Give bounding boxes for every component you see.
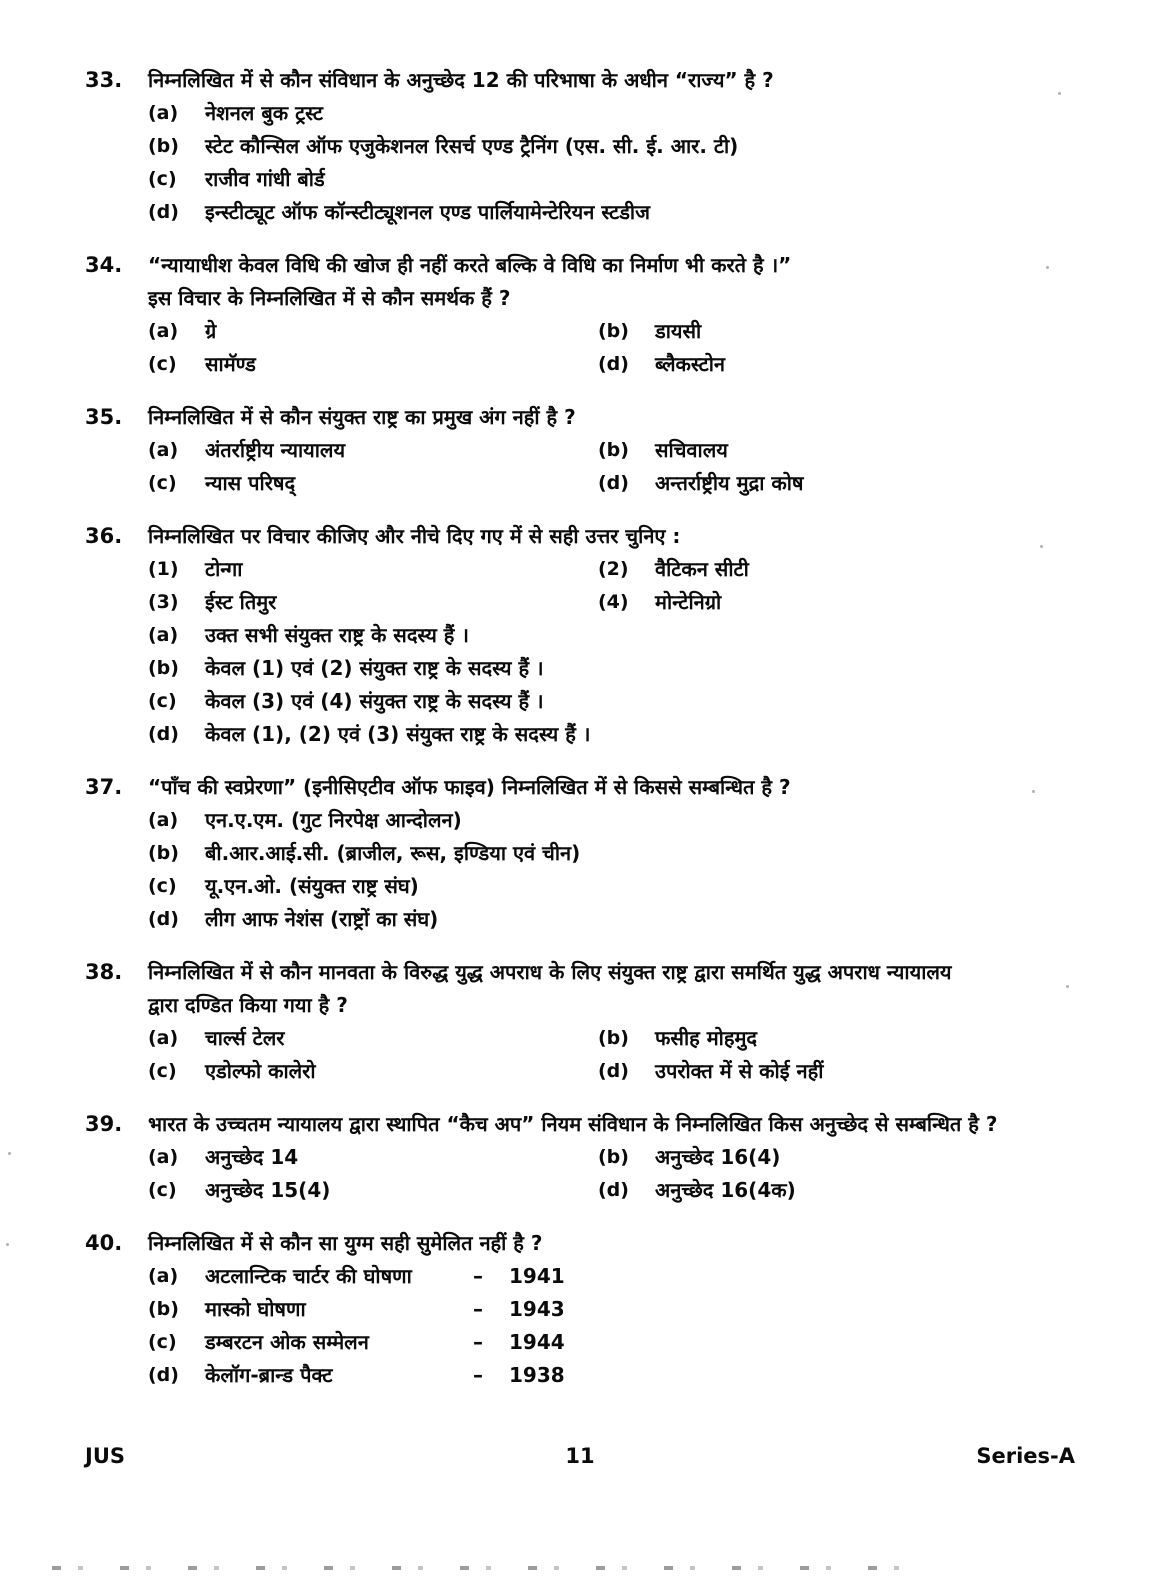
question-number: 39.: [85, 1112, 123, 1136]
scan-speck: [1058, 92, 1061, 95]
option-text: एन.ए.एम. (गुट निरपेक्ष आन्दोलन): [205, 808, 462, 832]
option-a: [148, 434, 598, 467]
question-number: 40.: [85, 1231, 123, 1255]
option-c: [148, 348, 598, 381]
option-c: [148, 1055, 598, 1088]
option-year: 1938: [509, 1363, 565, 1387]
option-label: (b): [148, 135, 179, 157]
questions-block: [85, 64, 1095, 1412]
option-a: [148, 315, 598, 348]
option-b: [148, 837, 1095, 870]
option-a: [148, 619, 1095, 652]
option-label: (d): [598, 472, 629, 494]
option-label: (b): [148, 1298, 179, 1320]
option-label: (a): [148, 1265, 179, 1287]
scan-speck: [8, 1152, 11, 1155]
question-39: [85, 1108, 1095, 1207]
option-text: केवल (1), (2) एवं (3) संयुक्त राष्ट्र के सदस्य हैं ।: [205, 722, 591, 746]
option-text: ग्रे: [205, 319, 217, 343]
option-b: [598, 315, 1095, 348]
item-text: मोन्टेनिग्रो: [655, 590, 722, 614]
option-text: केलॉग-ब्रान्ड पैक्ट: [205, 1363, 333, 1387]
option-text: नेशनल बुक ट्रस्ट: [205, 101, 324, 125]
item-4: [598, 586, 1095, 619]
item-2: [598, 553, 1095, 586]
option-label: (d): [148, 723, 179, 745]
option-text: ब्लैकस्टोन: [655, 352, 725, 376]
option-d: [598, 467, 1095, 500]
option-label: (c): [148, 472, 177, 494]
option-a: [148, 804, 1095, 837]
option-text: डायसी: [655, 319, 702, 343]
scan-speck: [1032, 790, 1035, 793]
option-label: (c): [148, 875, 177, 897]
option-label: (c): [148, 1331, 177, 1353]
option-a: [148, 1141, 598, 1174]
option-text: केवल (1) एवं (2) संयुक्त राष्ट्र के सदस्य हैं ।: [205, 656, 544, 680]
question-35: [85, 401, 1095, 500]
question-body: [148, 956, 1095, 1088]
option-d: [598, 348, 1095, 381]
option-d: [148, 196, 1095, 229]
option-a: [148, 97, 1095, 130]
question-body: [148, 1108, 1095, 1207]
scan-speck: [1066, 985, 1069, 988]
option-c: [148, 467, 598, 500]
option-label: (d): [598, 353, 629, 375]
option-text: मास्को घोषणा: [205, 1297, 306, 1321]
option-b: [598, 1141, 1095, 1174]
option-text: अटलान्टिक चार्टर की घोषणा: [205, 1264, 412, 1288]
option-label: (a): [148, 439, 179, 461]
option-text: न्यास परिषद्: [205, 471, 296, 495]
option-text: अनुच्छेद 16(4क): [655, 1178, 796, 1202]
option-a: [148, 1260, 1095, 1293]
option-label: (b): [598, 320, 629, 342]
option-label: (b): [598, 1027, 629, 1049]
option-year: 1943: [509, 1297, 565, 1321]
question-36: [85, 520, 1095, 751]
item-1: [148, 553, 598, 586]
option-label: (a): [148, 1027, 179, 1049]
option-label: (d): [598, 1060, 629, 1082]
option-row: [148, 348, 1095, 381]
option-text: अन्तर्राष्ट्रीय मुद्रा कोष: [655, 471, 804, 495]
option-text: एडोल्फो कालेरो: [205, 1059, 316, 1083]
option-row: [148, 434, 1095, 467]
item-row: [148, 553, 1095, 586]
option-b: [148, 130, 1095, 163]
option-text: उक्त सभी संयुक्त राष्ट्र के सदस्य हैं ।: [205, 623, 469, 647]
option-row: [148, 1055, 1095, 1088]
question-number: 33.: [85, 68, 123, 92]
question-33: [85, 64, 1095, 229]
option-b: [148, 652, 1095, 685]
option-label: (d): [148, 908, 179, 930]
option-c: [148, 163, 1095, 196]
booklet-code: JUS: [85, 1444, 125, 1468]
option-label: (b): [148, 842, 179, 864]
option-a: [148, 1022, 598, 1055]
option-label: (a): [148, 1146, 179, 1168]
question-38: [85, 956, 1095, 1088]
question-text: निम्नलिखित में से कौन मानवता के विरुद्ध युद्ध अपराध के लिए संयुक्त राष्ट्र द्वारा समर्थित युद्ध अपराध न्यायालय: [148, 960, 952, 984]
option-c: [148, 870, 1095, 903]
option-row: [148, 1141, 1095, 1174]
option-year: 1941: [509, 1264, 565, 1288]
option-label: (b): [598, 1146, 629, 1168]
item-label: (4): [598, 591, 629, 613]
option-row: [148, 315, 1095, 348]
dash-separator: –: [473, 1264, 483, 1288]
option-label: (d): [148, 1364, 179, 1386]
question-number: 37.: [85, 775, 123, 799]
item-row: [148, 586, 1095, 619]
question-number: 36.: [85, 524, 123, 548]
question-34: [85, 249, 1095, 381]
question-body: [148, 249, 1095, 381]
option-label: (b): [598, 439, 629, 461]
option-text: सचिवालय: [655, 438, 728, 462]
scan-speck: [1040, 545, 1043, 548]
item-text: वैटिकन सीटी: [655, 557, 749, 581]
option-label: (c): [148, 168, 177, 190]
option-label: (c): [148, 353, 177, 375]
option-d: [598, 1055, 1095, 1088]
option-text: अनुच्छेद 16(4): [655, 1145, 781, 1169]
option-d: [148, 1359, 1095, 1392]
series-label: Series-A: [976, 1444, 1075, 1468]
option-label: (d): [148, 201, 179, 223]
question-37: [85, 771, 1095, 936]
scan-speck: [1046, 266, 1049, 269]
question-text: भारत के उच्चतम न्यायालय द्वारा स्थापित “कैच अप” नियम संविधान के निम्नलिखित किस अनुच्छेद से सम्बन्धित है ?: [148, 1112, 998, 1136]
item-label: (1): [148, 558, 179, 580]
option-text: केवल (3) एवं (4) संयुक्त राष्ट्र के सदस्य हैं ।: [205, 689, 544, 713]
item-text: ईस्ट तिमुर: [205, 590, 277, 614]
question-body: [148, 401, 1095, 500]
option-text: फसीह मोहमुद: [655, 1026, 758, 1050]
option-text: डम्बरटन ओक सम्मेलन: [205, 1330, 369, 1354]
question-number: 34.: [85, 253, 123, 277]
option-text: चार्ल्स टेलर: [205, 1026, 285, 1050]
option-label: (a): [148, 102, 179, 124]
question-text: इस विचार के निम्नलिखित में से कौन समर्थक हैं ?: [148, 286, 511, 310]
question-body: [148, 520, 1095, 751]
dash-separator: –: [473, 1297, 483, 1321]
question-text: “न्यायाधीश केवल विधि की खोज ही नहीं करते बल्कि वे विधि का निर्माण भी करते है ।”: [148, 253, 792, 277]
item-3: [148, 586, 598, 619]
question-40: [85, 1227, 1095, 1392]
page-number: 11: [565, 1444, 595, 1468]
question-text: निम्नलिखित पर विचार कीजिए और नीचे दिए गए में से सही उत्तर चुनिए :: [148, 524, 681, 548]
option-b: [598, 1022, 1095, 1055]
question-text: “पाँच की स्वप्रेरणा” (इनीसिएटीव ऑफ फाइव) निम्नलिखित में से किससे सम्बन्धित है ?: [148, 775, 791, 799]
option-text: उपरोक्त में से कोई नहीं: [655, 1059, 824, 1083]
option-c: [148, 1326, 1095, 1359]
option-b: [598, 434, 1095, 467]
option-label: (c): [148, 1060, 177, 1082]
scan-speck: [6, 1243, 9, 1246]
dash-separator: –: [473, 1363, 483, 1387]
option-label: (c): [148, 690, 177, 712]
scan-artifact-line: [52, 1566, 932, 1570]
option-text: बी.आर.आई.सी. (ब्राजील, रूस, इण्डिया एवं चीन): [205, 841, 581, 865]
option-label: (c): [148, 1179, 177, 1201]
question-body: [148, 64, 1095, 229]
option-text: अनुच्छेद 14: [205, 1145, 299, 1169]
option-text: अनुच्छेद 15(4): [205, 1178, 331, 1202]
dash-separator: –: [473, 1330, 483, 1354]
option-text: यू.एन.ओ. (संयुक्त राष्ट्र संघ): [205, 874, 419, 898]
option-c: [148, 685, 1095, 718]
item-label: (3): [148, 591, 179, 613]
question-text: निम्नलिखित में से कौन सा युग्म सही सुमेलित नहीं है ?: [148, 1231, 543, 1255]
option-year: 1944: [509, 1330, 565, 1354]
question-number: 35.: [85, 405, 123, 429]
option-label: (d): [598, 1179, 629, 1201]
option-row: [148, 1174, 1095, 1207]
option-text: इन्स्टीट्यूट ऑफ कॉन्स्टीट्यूशनल एण्ड पार्लियामेन्टेरियन स्टडीज: [205, 200, 650, 224]
option-text: अंतर्राष्ट्रीय न्यायालय: [205, 438, 346, 462]
option-d: [148, 718, 1095, 751]
option-label: (a): [148, 624, 179, 646]
question-text: निम्नलिखित में से कौन संयुक्त राष्ट्र का प्रमुख अंग नहीं है ?: [148, 405, 576, 429]
option-label: (a): [148, 320, 179, 342]
question-body: [148, 1227, 1095, 1392]
page-footer: [85, 1444, 1075, 1468]
question-text: द्वारा दण्डित किया गया है ?: [148, 993, 348, 1017]
option-b: [148, 1293, 1095, 1326]
item-label: (2): [598, 558, 629, 580]
option-row: [148, 467, 1095, 500]
item-text: टोन्गा: [205, 557, 243, 581]
option-text: राजीव गांधी बोर्ड: [205, 167, 325, 191]
option-label: (a): [148, 809, 179, 831]
question-body: [148, 771, 1095, 936]
option-label: (b): [148, 657, 179, 679]
option-d: [148, 903, 1095, 936]
question-number: 38.: [85, 960, 123, 984]
option-text: सामॅण्ड: [205, 352, 256, 376]
option-text: लीग आफ नेशंस (राष्ट्रों का संघ): [205, 907, 439, 931]
option-row: [148, 1022, 1095, 1055]
question-text: निम्नलिखित में से कौन संविधान के अनुच्छेद 12 की परिभाषा के अधीन “राज्य” है ?: [148, 68, 774, 92]
option-c: [148, 1174, 598, 1207]
option-text: स्टेट कौन्सिल ऑफ एजुकेशनल रिसर्च एण्ड ट्रैनिंग (एस. सी. ई. आर. टी): [205, 134, 739, 158]
option-d: [598, 1174, 1095, 1207]
